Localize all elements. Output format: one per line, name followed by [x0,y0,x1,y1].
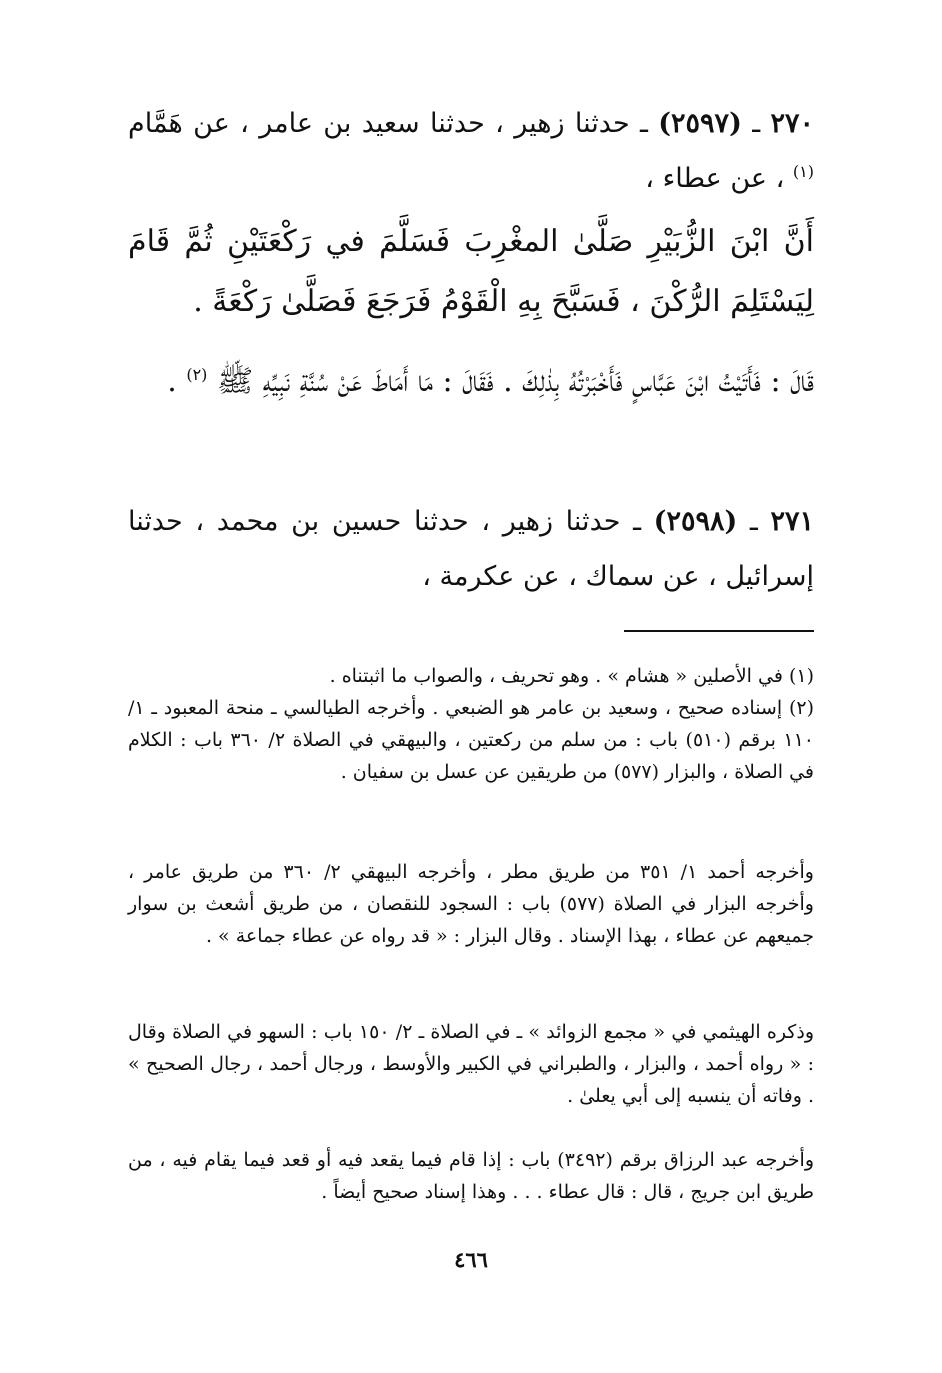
matn-text: قَالَ : فَأَتَيْتُ ابْنَ عَبَّاسٍ فَأَخْبَرْتُهُ بِذٰلِكَ . فَقَالَ : مَا أَمَاطَ عَنْ سُنَّةِ نَبِيِّهِ ﷺ [216,364,814,399]
hadith-reference: (٢٥٩٧) [658,108,742,139]
page-number: ٤٦٦ [454,1247,488,1272]
footnote-2-para-4: وأخرجه عبد الرزاق برقم (٣٤٩٢) باب : إذا قام فيما يقعد فيه أو قعد فيما يقام فيه ، من طريق ابن جريج ، قال : قال عطاء . . . وهذا إسناد صحيح أيضاً . [128,1149,814,1203]
hadith-number: ٢٧٠ [770,108,814,139]
footnote-marker: (٢) [186,365,208,384]
hadith-271-isnad: ٢٧١ ـ (٢٥٩٨) ـ حدثنا زهير ، حدثنا حسين بن محمد ، حدثنا إسرائيل ، عن سماك ، عن عكرمة ، [128,506,814,592]
hadith-270-matn-1: أَنَّ ابْنَ الزُّبَيْرِ صَلَّىٰ المغْرِبَ فَسَلَّمَ في رَكْعَتَيْنِ ثُمَّ قَامَ لِيَسْتَلِمَ الرُّكْنَ ، فَسَبَّحَ بِهِ الْقَوْمُ فَرَجَعَ فَصَلَّىٰ رَكْعَةً . [128,224,814,319]
footnote-2-para-3: وذكره الهيثمي في « مجمع الزوائد » ـ في الصلاة ـ ٢/ ١٥٠ باب : السهو في الصلاة وقال : « رواه أحمد ، والبزار ، والطبراني في الكبير والأوسط ، ورجال أحمد ، رجال الصحيح » . وفاته أن ينسبه إلى أبي يعلىٰ . [128,1021,814,1107]
footnote-2: (٢) إسناده صحيح ، وسعيد بن عامر هو الضبعي . وأخرجه الطيالسي ـ منحة المعبود ـ ١/ ١١٠ برقم (٥١٠) باب : من سلم من ركعتين ، والبيهقي في الصلاة ٢/ ٣٦٠ باب : الكلام في الصلاة ، والبزار (٥٧٧) من طريقين عن عسل بن سفيان . [128,697,814,783]
footnote-marker: (١) [792,162,814,181]
isnad-end: ، عن عطاء ، [645,163,785,194]
isnad-text: حدثنا زهير ، حدثنا حسين بن محمد ، حدثنا إسرائيل ، عن سماك ، عن عكرمة ، [128,506,814,592]
footnote-2-para-2: وأخرجه أحمد ١/ ٣٥١ من طريق مطر ، وأخرجه البيهقي ٢/ ٣٦٠ من طريق عامر ، وأخرجه البزار في الصلاة (٥٧٧) باب : السجود للنقصان ، من طريق أشعث بن سوار جميعهم عن عطاء ، بهذا الإسناد . وقال البزار : « قد رواه عن عطاء جماعة » . [128,861,814,947]
isnad-text: حدثنا زهير ، حدثنا سعيد بن عامر ، عن هَمَّام [128,108,630,139]
matn-end: . [167,364,177,399]
footnote-divider [624,630,814,632]
hadith-number: ٢٧١ [770,506,814,537]
hadith-270-matn-2 [128,352,814,412]
hadith-reference: (٢٥٩٨) [653,506,738,537]
footnote-1: (١) في الأصلين « هشام » . وهو تحريف ، والصواب ما اثبتناه . [329,665,814,687]
hadith-270-isnad: ٢٧٠ ـ (٢٥٩٧) ـ حدثنا زهير ، حدثنا سعيد بن عامر ، عن هَمَّام $^{(١)}$ ، عن عطاء ، [128,108,814,194]
